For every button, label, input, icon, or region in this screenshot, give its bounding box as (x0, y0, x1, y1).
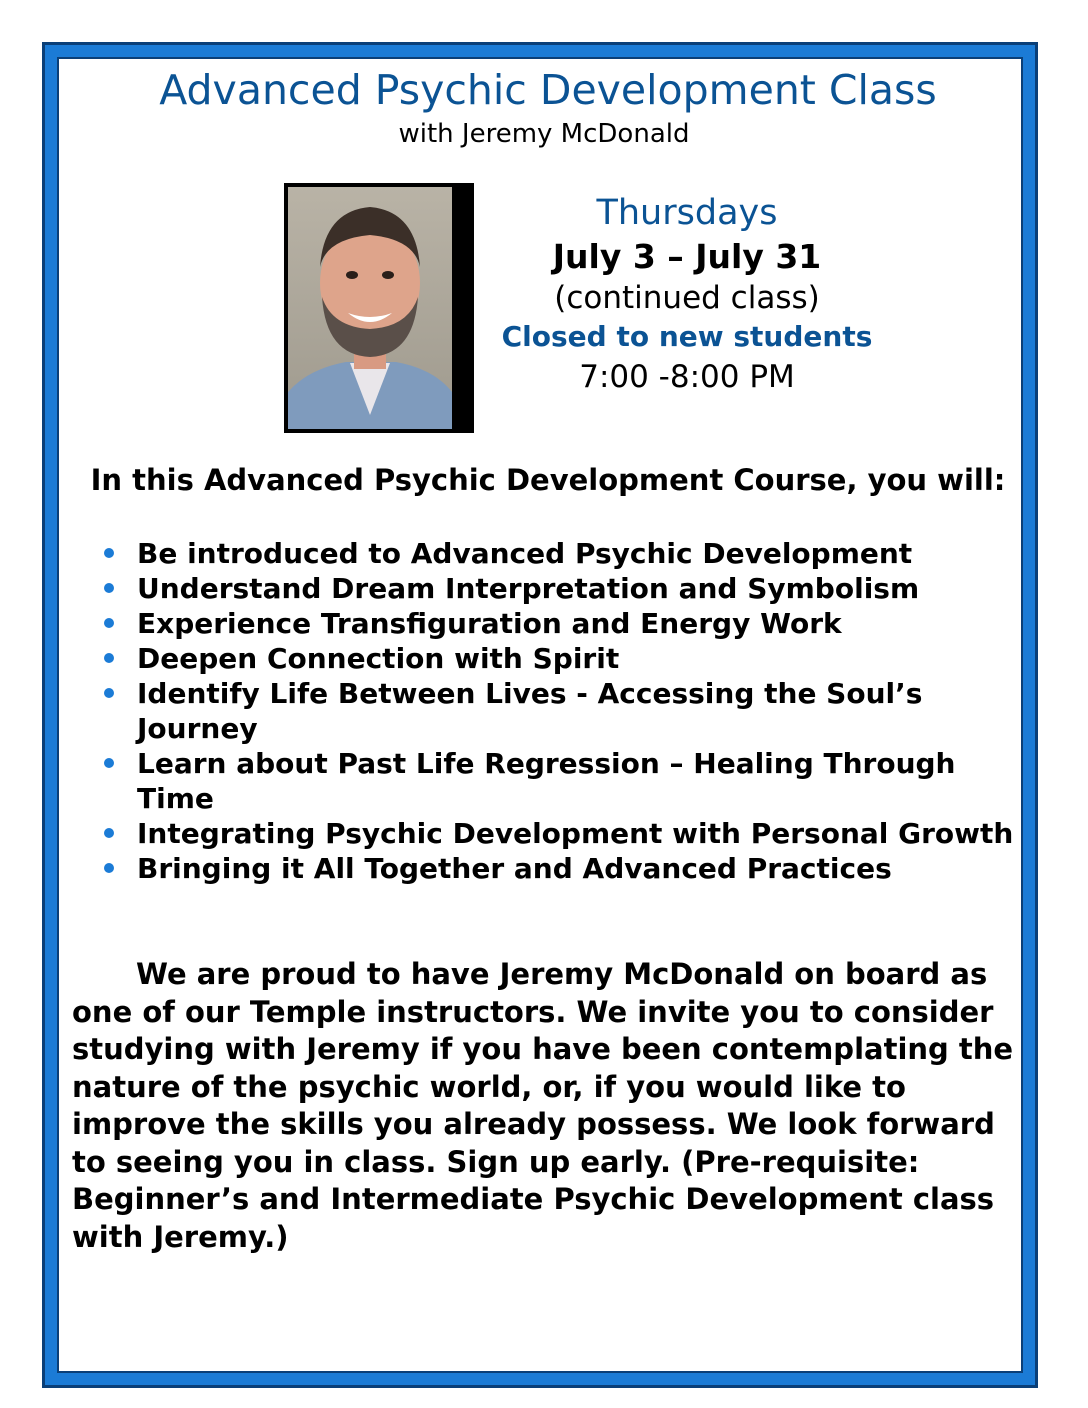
instructor-paragraph: We are proud to have Jeremy McDonald on board as one of our Temple instructors. We invite you to consider studying with Jeremy if you have been contemplating the nature of the psychic world, or, if you would like to improve the skills you already possess. We look forward to seeing you in class. Sign up early. (Pre-requisite: Beginner’s and Intermediate Psychic Development class with Jeremy.) (72, 957, 1014, 1254)
bullet-icon (104, 863, 114, 873)
list-item (100, 816, 1030, 851)
list-item (100, 641, 1030, 676)
list-item (100, 571, 1030, 606)
schedule-note: (continued class) (554, 280, 820, 316)
list-item (100, 606, 1030, 641)
bullet-icon (104, 618, 114, 628)
bullet-icon (104, 828, 114, 838)
instructor-portrait-image (288, 187, 452, 429)
course-topics-list (100, 536, 1030, 886)
list-item-text: Be introduced to Advanced Psychic Development (137, 537, 913, 570)
list-item-text: Deepen Connection with Spirit (137, 642, 620, 675)
list-item (100, 746, 1030, 816)
bullet-icon (104, 548, 114, 558)
bullet-icon (104, 758, 114, 768)
flyer-subtitle: with Jeremy McDonald (398, 119, 690, 149)
list-item (100, 851, 1030, 886)
list-item-text: Learn about Past Life Regression – Healing Through Time (137, 747, 956, 815)
schedule-day: Thursdays (596, 193, 778, 233)
list-item-text: Understand Dream Interpretation and Symbolism (137, 572, 920, 605)
schedule-time: 7:00 -8:00 PM (579, 359, 795, 395)
list-item-text: Experience Transfiguration and Energy Work (137, 607, 842, 640)
list-item (100, 676, 1030, 746)
flyer-title: Advanced Psychic Development Class (159, 66, 937, 114)
schedule-block (476, 190, 898, 398)
list-item-text: Integrating Psychic Development with Personal Growth (137, 817, 1014, 850)
enrollment-status: Closed to new students (501, 320, 873, 353)
course-intro: In this Advanced Psychic Development Course, you will: (90, 463, 1006, 497)
schedule-dates: July 3 – July 31 (552, 237, 822, 276)
bullet-icon (104, 653, 114, 663)
list-item-text: Bringing it All Together and Advanced Practices (137, 852, 892, 885)
bullet-icon (104, 583, 114, 593)
list-item-text: Identify Life Between Lives - Accessing the Soul’s Journey (137, 677, 923, 745)
bullet-icon (104, 688, 114, 698)
list-item (100, 536, 1030, 571)
instructor-photo (284, 183, 474, 433)
